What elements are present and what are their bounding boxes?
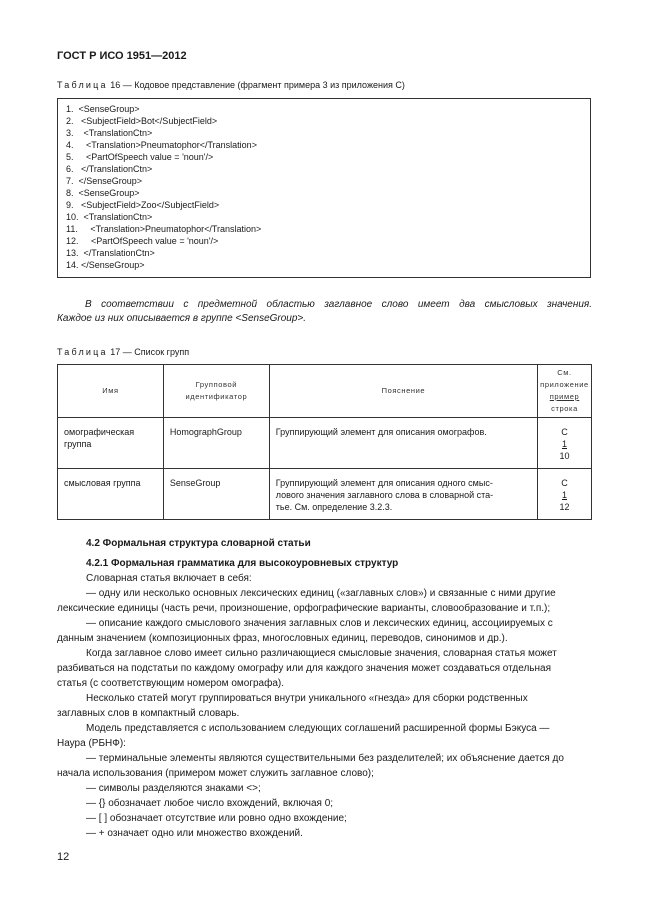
body-line: лексические единицы (часть речи, произношение, орфографические варианты, словообразование и т.п.);: [57, 603, 551, 614]
code-line: 11. <Translation>Pneumatophor</Translation>: [66, 224, 262, 234]
code-line: 9. <SubjectField>Zoo</SubjectField>: [66, 200, 220, 210]
header-reference: См. приложение пример строка: [537, 365, 591, 418]
code-line: 7. </SenseGroup>: [66, 176, 143, 186]
header-explanation: Пояснение: [269, 365, 537, 418]
body-line: — описание каждого смыслового значения заглавных слов и лексических единиц, ассоциируемых с: [86, 618, 553, 629]
body-line: Модель представляется с использованием следующих соглашений расширенной формы Бэкуса —: [86, 723, 550, 734]
body-line: — символы разделяются знаками <>;: [86, 783, 261, 794]
table-row: [58, 418, 592, 469]
table-header-row: [58, 365, 592, 418]
code-line: 8. <SenseGroup>: [66, 188, 140, 198]
code-line: 5. <PartOfSpeech value = 'noun'/>: [66, 152, 214, 162]
body-line: — терминальные элементы являются существительными без разделителей; их объяснение дается до: [86, 753, 564, 764]
code-line: 2. <SubjectField>Bot</SubjectField>: [66, 116, 218, 126]
table-17-caption: [57, 347, 189, 357]
row-reference: С 1 10: [537, 418, 591, 469]
code-line: 14. </SenseGroup>: [66, 260, 145, 270]
code-line: 13. </TranslationCtn>: [66, 248, 155, 258]
row-reference: С 1 12: [537, 469, 591, 520]
body-line: — одну или несколько основных лексических единиц («заглавных слов») и связанные с ними другие: [86, 588, 556, 599]
table-16-caption-text: 16 — Кодовое представление (фрагмент примера 3 из приложения С): [110, 80, 405, 90]
table-17-caption-text: 17 — Список групп: [110, 347, 190, 357]
italic-paragraph-line-1: В соответствии с предметной областью заглавное слово имеет два смысловых значения.: [85, 299, 592, 310]
code-line: 10. <TranslationCtn>: [66, 212, 153, 222]
table-row: [58, 469, 592, 520]
body-line: Наура (РБНФ):: [57, 738, 126, 749]
section-4-2-1-title: 4.2.1 Формальная грамматика для высокоуровневых структур: [86, 558, 399, 569]
body-line: — + означает одно или множество вхождений.: [86, 828, 303, 839]
body-line: заглавных слов в компактный словарь.: [57, 708, 240, 719]
body-line: статья (с соответствующим номером омографа).: [57, 678, 284, 689]
body-line: данным значением (композиционных фраз, многословных единиц, переводов, синонимов и др.).: [57, 633, 508, 644]
table-16-caption: [57, 80, 405, 90]
body-line: — {} обозначает любое число вхождений, включая 0;: [86, 798, 334, 809]
document-header: ГОСТ Р ИСО 1951—2012: [57, 50, 187, 62]
groups-table: [57, 364, 592, 520]
row-explanation: Группирующий элемент для описания одного смыс- лового значения заглавного слова в словарной ста- тье. См. определение 3.2.3.: [269, 469, 537, 520]
code-line: 1. <SenseGroup>: [66, 104, 140, 114]
body-line: Когда заглавное слово имеет сильно различающиеся смысловые значения, словарная статья может: [86, 648, 557, 659]
row-group-id: SenseGroup: [163, 469, 269, 520]
body-line: начала использования (примером может служить заглавное слово);: [57, 768, 374, 779]
row-name: смысловая группа: [58, 469, 164, 520]
code-line: 12. <PartOfSpeech value = 'noun'/>: [66, 236, 219, 246]
italic-paragraph-line-2: Каждое из них описывается в группе <SenseGroup>.: [57, 313, 307, 324]
body-line: Словарная статья включает в себя:: [86, 573, 252, 584]
page-number: 12: [57, 851, 70, 863]
header-group-id: Групповой идентификатор: [163, 365, 269, 418]
header-name: Имя: [58, 365, 164, 418]
code-line: 6. </TranslationCtn>: [66, 164, 153, 174]
code-line: 4. <Translation>Pneumatophor</Translation>: [66, 140, 257, 150]
table-17-caption-word: Таблица: [57, 347, 108, 357]
section-4-2-title: 4.2 Формальная структура словарной статьи: [86, 538, 311, 549]
code-listing-box: [57, 98, 591, 278]
code-line: 3. <TranslationCtn>: [66, 128, 153, 138]
body-line: Несколько статей могут группироваться внутри уникального «гнезда» для сборки родственных: [86, 693, 528, 704]
body-line: — [ ] обозначает отсутствие или ровно одно вхождение;: [86, 813, 347, 824]
row-name: омографическая группа: [58, 418, 164, 469]
body-line: разбиваться на подстатьи по каждому омографу или для каждого значения может создаваться отдельная: [57, 663, 551, 674]
row-group-id: HomographGroup: [163, 418, 269, 469]
row-explanation: Группирующий элемент для описания омографов.: [269, 418, 537, 469]
table-16-caption-word: Таблица: [57, 80, 108, 90]
